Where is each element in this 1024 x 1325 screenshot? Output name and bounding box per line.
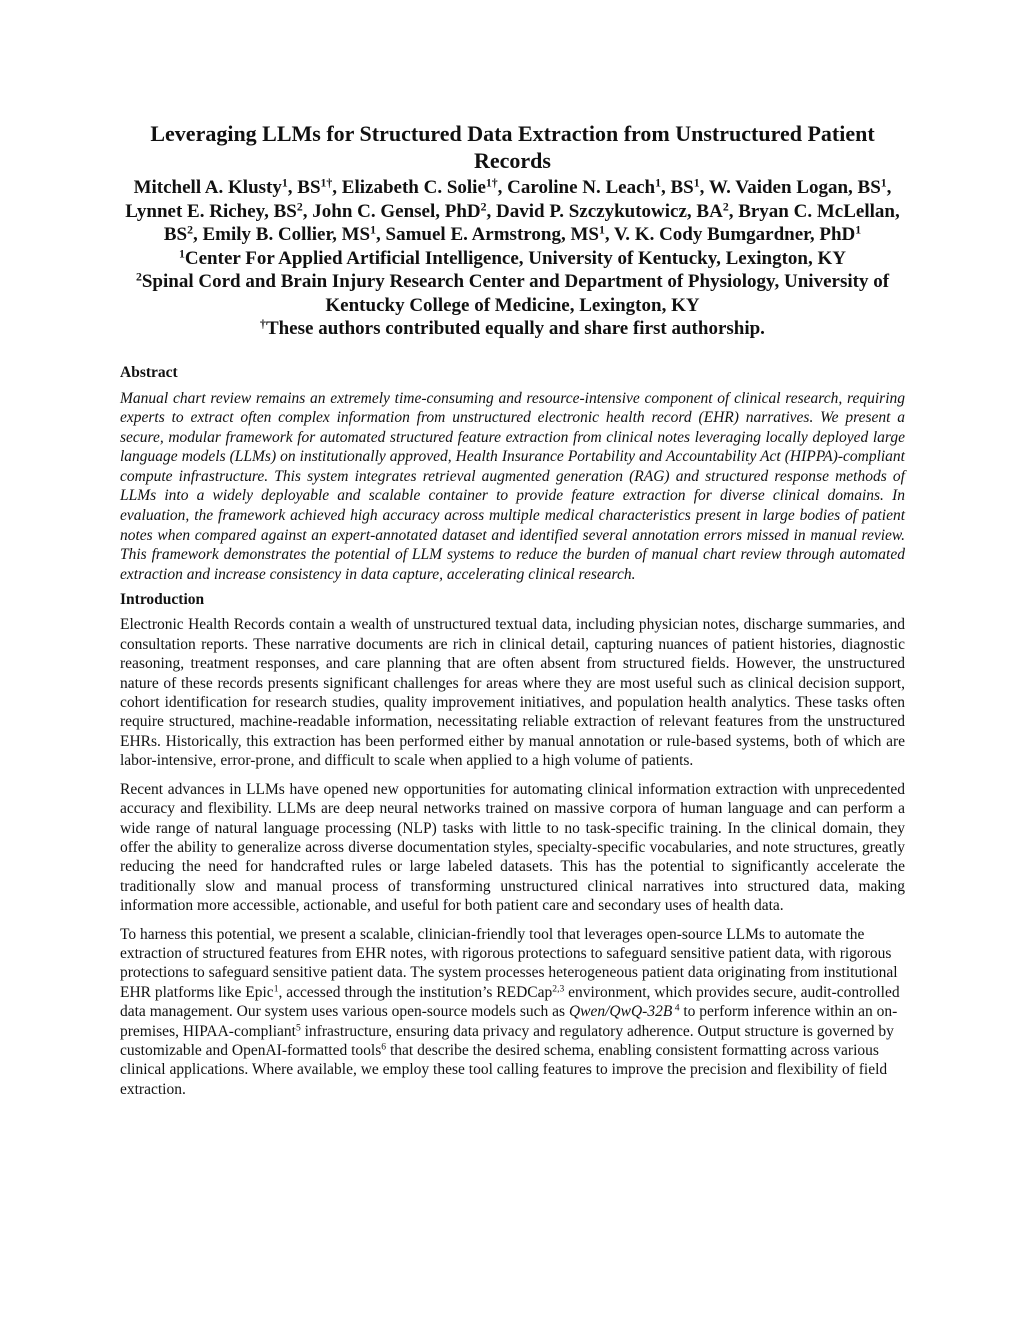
author-affiliation-mark: 1 [855, 223, 862, 237]
author-separator: , [497, 177, 508, 198]
p3-text-b: , accessed through the institution’s REDCap [278, 983, 553, 1001]
affiliation-mark: † [260, 317, 266, 331]
author-list [120, 176, 905, 247]
author-separator: , [302, 200, 313, 222]
intro-paragraph-2: Recent advances in LLMs have opened new opportunities for automating clinical information extraction with unprecedented accuracy and flexibility. LLMs are deep neural networks trained on massive corpora of human language and can perform a wide range of natural language processing (NLP) tasks with little to no task-specific training. In the clinical domain, they offer the ability to generalize across diverse documentation styles, specialty-specific vocabularies, and note structures, greatly reducing the need for handcrafted rules or large labeled datasets. This has the potential to significantly accelerate the traditionally slow and manual process of transforming unstructured clinical narratives into structured data, making information more accessible, actionable, and useful for both patient care and secondary uses of health data. [120, 780, 905, 915]
author [134, 177, 342, 198]
p3-text-e: infrastructure, ensuring data privacy and regulatory adherence. Output structure is governed by customizable and OpenAI-formatted tools [120, 1022, 894, 1059]
author-separator: , [728, 200, 739, 222]
paper-title: Leveraging LLMs for Structured Data Extraction from Unstructured Patient Records [150, 121, 875, 173]
affiliations [120, 247, 905, 341]
affiliation-text: Spinal Cord and Brain Injury Research Center and Department of Physiology, University of Kentucky College of Medicine, Lexington, KY [141, 271, 890, 316]
author-name: V. K. Cody Bumgardner, PhD [614, 224, 856, 245]
author-affiliation-mark: 1 [598, 223, 605, 237]
author-affiliation-mark: 1 [880, 176, 887, 190]
author-name: Lynnet E. Richey, BS [125, 200, 297, 222]
author [342, 177, 507, 198]
affiliation-text: Center For Applied Artificial Intelligence, University of Kentucky, Lexington, KY [184, 247, 846, 269]
author-name: Samuel E. Armstrong, MS [385, 224, 599, 245]
affiliation-mark: 2 [135, 270, 142, 284]
affiliation-mark: 1 [179, 247, 185, 261]
ref-model: 4 [672, 1002, 680, 1014]
p3-text-a: To harness this potential, we present a scalable, clinician-friendly tool that leverages open-source LLMs to automate the extraction of structured features from EHR notes, with rigorous protections to safeguard sensitive patient data, with rigorous protections to safeguard sensitive patient data. The system processes heterogeneous patient data originating from institutional EHR platforms like Epic [120, 925, 898, 1001]
author [496, 201, 738, 222]
ref-epic: 1 [273, 983, 279, 995]
author [125, 201, 312, 222]
author [709, 177, 892, 198]
author-separator: , [604, 224, 615, 245]
author-name: Mitchell A. Klusty [133, 177, 282, 198]
p3-text-f: that describe the desired schema, enabling consistent formatting across various clinical applications. Where available, we employ these tool calling features to improve the precision and flexibility of field extraction. [120, 1041, 888, 1098]
author [614, 224, 861, 245]
author-name: Caroline N. Leach [507, 177, 656, 198]
ref-tools: 6 [381, 1041, 387, 1053]
intro-paragraph-3 [120, 925, 905, 1100]
affiliation-line [120, 247, 905, 271]
abstract-heading: Abstract [120, 363, 178, 381]
author-degree-mark: 1 [693, 176, 700, 190]
author-name: Bryan C. McLellan, BS [163, 200, 900, 245]
author-affiliation-mark: 1 [655, 176, 661, 190]
abstract-text: Manual chart review remains an extremely time-consuming and resource-intensive component of clinical research, requiring experts to extract often complex information from unstructured electronic health record (EHR) narratives. We present a secure, modular framework for automated structured feature extraction from clinical notes leveraging locally deployed large language models (LLMs) on institutionally approved, Health Insurance Portability and Accountability Act (HIPPA)-compliant compute infrastructure. This system integrates retrieval augmented generation (RAG) and structured response methods of LLMs into a widely deployable and scalable container to provide feature extraction for diverse clinical domains. In evaluation, the framework achieved high accuracy across multiple medical characteristics present in large bodies of patient notes when compared against an expert-annotated dataset and identified several annotation errors missed in manual review. This framework demonstrates the potential of LLM systems to reduce the burden of manual chart review through automated extraction and increase consistency in data capture, accelerating clinical research. [120, 389, 905, 583]
p3-text-d: to perform inference within an on-premises, HIPAA-compliant [120, 1003, 898, 1040]
author-affiliation-mark: 2 [187, 223, 193, 237]
page-content [120, 120, 905, 1099]
author-name: Elizabeth C. Solie [341, 177, 486, 198]
author [202, 224, 385, 245]
author-affiliation-mark: 2 [296, 200, 303, 214]
author-affiliation-mark: 1 [370, 223, 377, 237]
ref-hipaa: 5 [295, 1022, 301, 1034]
author-affiliation-mark: 2 [722, 200, 729, 214]
author-name: W. Vaiden Logan, BS [708, 177, 881, 198]
author-name: John C. Gensel, PhD [312, 200, 481, 222]
author-affiliation-mark: 1 [281, 176, 288, 190]
author-affiliation-mark: 2 [480, 200, 487, 214]
author-degree-mark: 1† [320, 176, 333, 190]
affiliation-line [120, 270, 905, 317]
author [386, 224, 614, 245]
author-separator: , [376, 224, 386, 245]
intro-paragraph-1: Electronic Health Records contain a wealth of unstructured textual data, including physician notes, discharge summaries, and consultation reports. These narrative documents are rich in clinical detail, capturing nuances of patient histories, diagnostic reasoning, treatment responses, and care planning that are often absent from structured fields. However, the unstructured nature of these records presents significant challenges for areas where they are most useful such as clinical decision support, cohort identification for research studies, quality improvement initiatives, and population health analytics. These tasks often require structured, machine-readable information, necessitating reliable extraction of relevant features from the unstructured EHRs. Historically, this extraction has been performed either by manual annotation or rule-based systems, both of which are labor-intensive, error-prone, and difficult to scale when applied to a high volume of patients. [120, 616, 905, 770]
author-degree: , BS [287, 177, 321, 198]
author-name: David P. Szczykutowicz, BA [496, 200, 723, 222]
ref-redcap: 2,3 [552, 983, 565, 995]
affiliation-text: These authors contributed equally and share first authorship. [265, 318, 765, 339]
author-name: Emily B. Collier, MS [202, 224, 371, 245]
author [312, 201, 496, 222]
author-degree: , BS [661, 177, 694, 198]
author-separator: , [886, 177, 892, 198]
affiliation-line [120, 317, 905, 341]
author-affiliation-mark: 1† [485, 176, 498, 190]
p3-text-c: environment, which provides secure, audit-controlled data management. Our system uses various open-source models such as [120, 983, 900, 1021]
author-separator: , [699, 177, 709, 198]
model-name: Qwen/QwQ-32B [568, 1003, 673, 1021]
author [507, 177, 709, 198]
author-separator: , [192, 224, 203, 245]
introduction-heading: Introduction [120, 591, 205, 609]
author-separator: , [332, 177, 342, 198]
author-separator: , [486, 200, 497, 222]
